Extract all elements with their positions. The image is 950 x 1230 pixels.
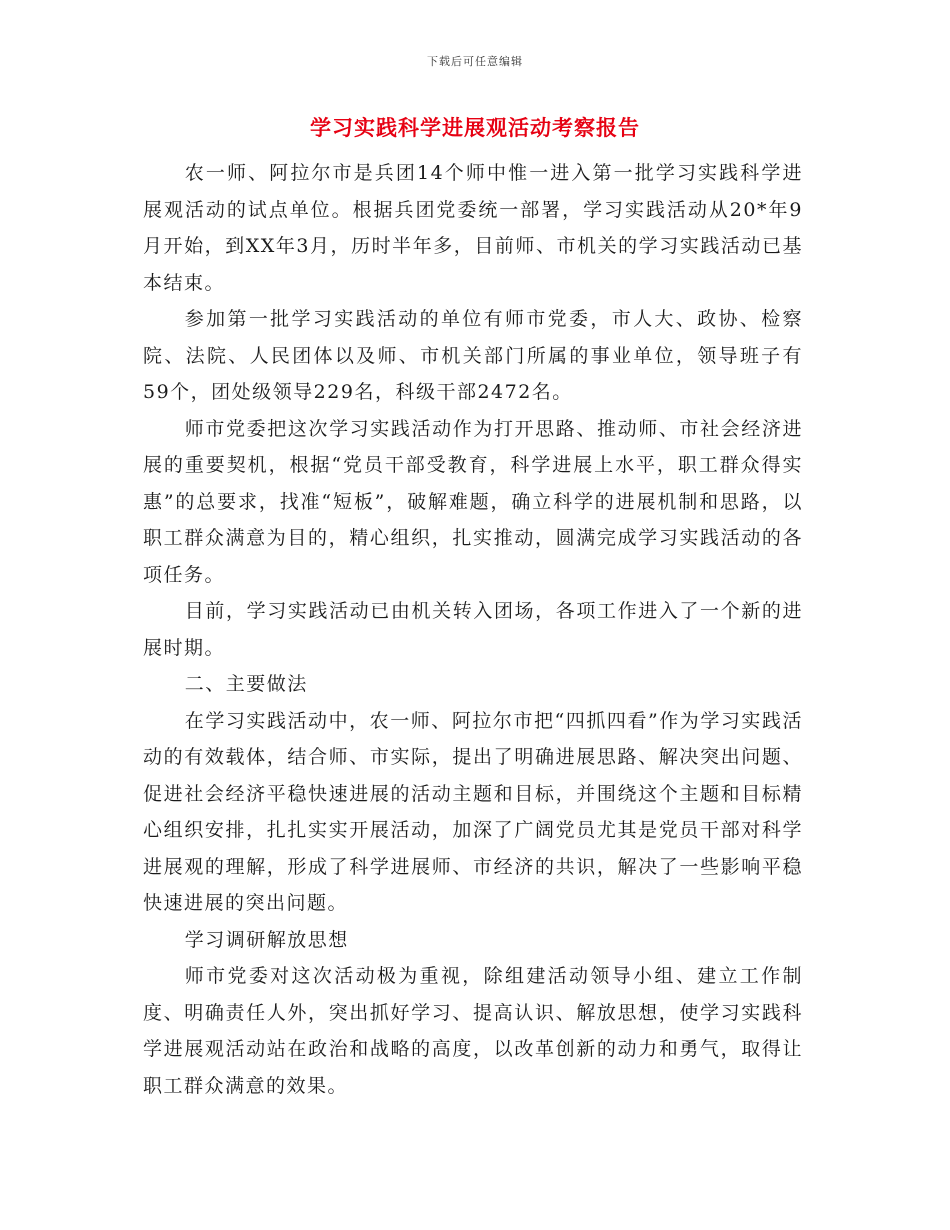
paragraph-party-committee: 师市党委对这次活动极为重视，除组建活动领导小组、建立工作制度、明确责任人外，突出抓好学习、提高认识、解放思想，使学习实践科学进展观活动站在政治和战略的高度，以改革创新的动力和勇气，取得让职工群众满意的效果。 <box>143 965 803 1097</box>
header-note: 下载后可任意编辑 <box>427 55 523 68</box>
paragraph-intro: 农一师、阿拉尔市是兵团14个师中惟一进入第一批学习实践科学进展观活动的试点单位。根据兵团党委统一部署，学习实践活动从20*年9月开始，到XX年3月，历时半年多，目前师、市机关的学习实践活动已基本结束。 <box>143 162 803 294</box>
section-heading-main-practices: 二、主要做法 <box>184 673 308 695</box>
paragraph-four-grasps: 在学习实践活动中，农一师、阿拉尔市把“四抓四看”作为学习实践活动的有效载体，结合师、市实际，提出了明确进展思路、解决突出问题、促进社会经济平稳快速进展的活动主题和目标，并围绕这个主题和目标精心组织安排，扎扎实实开展活动，加深了广阔党员尤其是党员干部对科学进展观的理解，形成了科学进展师、市经济的共识，解决了一些影响平稳快速进展的突出问题。 <box>143 709 803 914</box>
paragraph-status: 目前，学习实践活动已由机关转入团场，各项工作进入了一个新的进展时期。 <box>143 600 803 659</box>
document-body <box>143 155 803 1104</box>
paragraph-participants: 参加第一批学习实践活动的单位有师市党委，市人大、政协、检察院、法院、人民团体以及师、市机关部门所属的事业单位，领导班子有59个，团处级领导229名，科级干部2472名。 <box>143 308 803 403</box>
paragraph-approach: 师市党委把这次学习实践活动作为打开思路、推动师、市社会经济进展的重要契机，根据“党员干部受教育，科学进展上水平，职工群众得实惠”的总要求，找准“短板”，破解难题，确立科学的进展机制和思路，以职工群众满意为目的，精心组织，扎实推动，圆满完成学习实践活动的各项任务。 <box>143 417 803 586</box>
document-title: 学习实践科学进展观活动考察报告 <box>310 115 640 140</box>
subheading-study-research: 学习调研解放思想 <box>184 928 349 951</box>
